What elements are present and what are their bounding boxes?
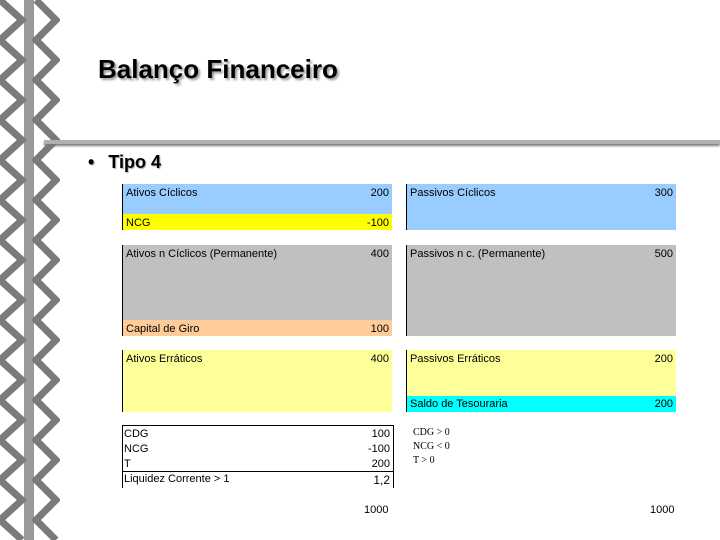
passivos-permanente-label: Passivos n c. (Permanente) [410,248,546,260]
ncg-label: NCG [126,217,151,229]
ativos-permanente-label: Ativos n Cíclicos (Permanente) [126,248,277,260]
summary-row-liquidez [122,473,392,487]
ativos-erraticos-label: Ativos Erráticos [126,353,203,365]
slide-title: Balanço Financeiro [98,54,338,84]
summary-value: -100 [367,443,390,455]
summary-row-t [122,458,392,472]
condition-cdg: CDG > 0 [413,427,450,438]
summary-row-cdg [122,428,392,442]
summary-label: NCG [124,443,149,455]
condition-t: T > 0 [413,455,435,466]
saldo-tesouraria-label: Saldo de Tesouraria [410,398,508,410]
ncg-cell [122,214,392,230]
summary-value: 1,2 [373,473,390,487]
summary-label: T [124,458,131,470]
passivos-ciclicos-label: Passivos Cíclicos [410,187,496,199]
zigzag-left [0,0,22,540]
condition-ncg: NCG < 0 [413,441,450,452]
capital-giro-cell [122,320,392,336]
saldo-tesouraria-cell [406,396,676,412]
passivos-erraticos-cell [406,350,676,396]
capital-giro-value: 100 [370,323,389,335]
summary-value: 100 [371,428,390,440]
summary-row-ncg [122,443,392,457]
bullet-icon: • [88,152,95,172]
right-total: 1000 [650,504,675,516]
passivos-ciclicos-cell [406,184,676,230]
passivos-ciclicos-value: 300 [654,187,673,199]
ativos-ciclicos-value: 200 [370,187,389,199]
bullet-text: Tipo 4 [108,152,161,172]
passivos-permanente-cell [406,245,676,336]
passivos-erraticos-label: Passivos Erráticos [410,353,501,365]
ativos-ciclicos-label: Ativos Cíclicos [126,187,198,199]
ativos-permanente-value: 400 [370,248,389,260]
capital-giro-label: Capital de Giro [126,323,200,335]
summary-label: Liquidez Corrente > 1 [124,473,230,485]
ativos-ciclicos-cell [122,184,392,214]
passivos-permanente-value: 500 [654,248,673,260]
summary-separator [122,471,393,472]
summary-value: 200 [371,458,390,470]
saldo-tesouraria-value: 200 [654,398,673,410]
title-divider [44,140,720,144]
ativos-permanente-cell [122,245,392,320]
left-total: 1000 [364,504,389,516]
zigzag-right [36,0,56,540]
passivos-erraticos-value: 200 [654,353,673,365]
summary-label: CDG [124,428,149,440]
zigzag-border-decoration [0,0,60,540]
ativos-erraticos-value: 400 [370,353,389,365]
ncg-value: -100 [366,217,389,229]
ativos-erraticos-cell [122,350,392,412]
bullet-item [88,152,161,173]
